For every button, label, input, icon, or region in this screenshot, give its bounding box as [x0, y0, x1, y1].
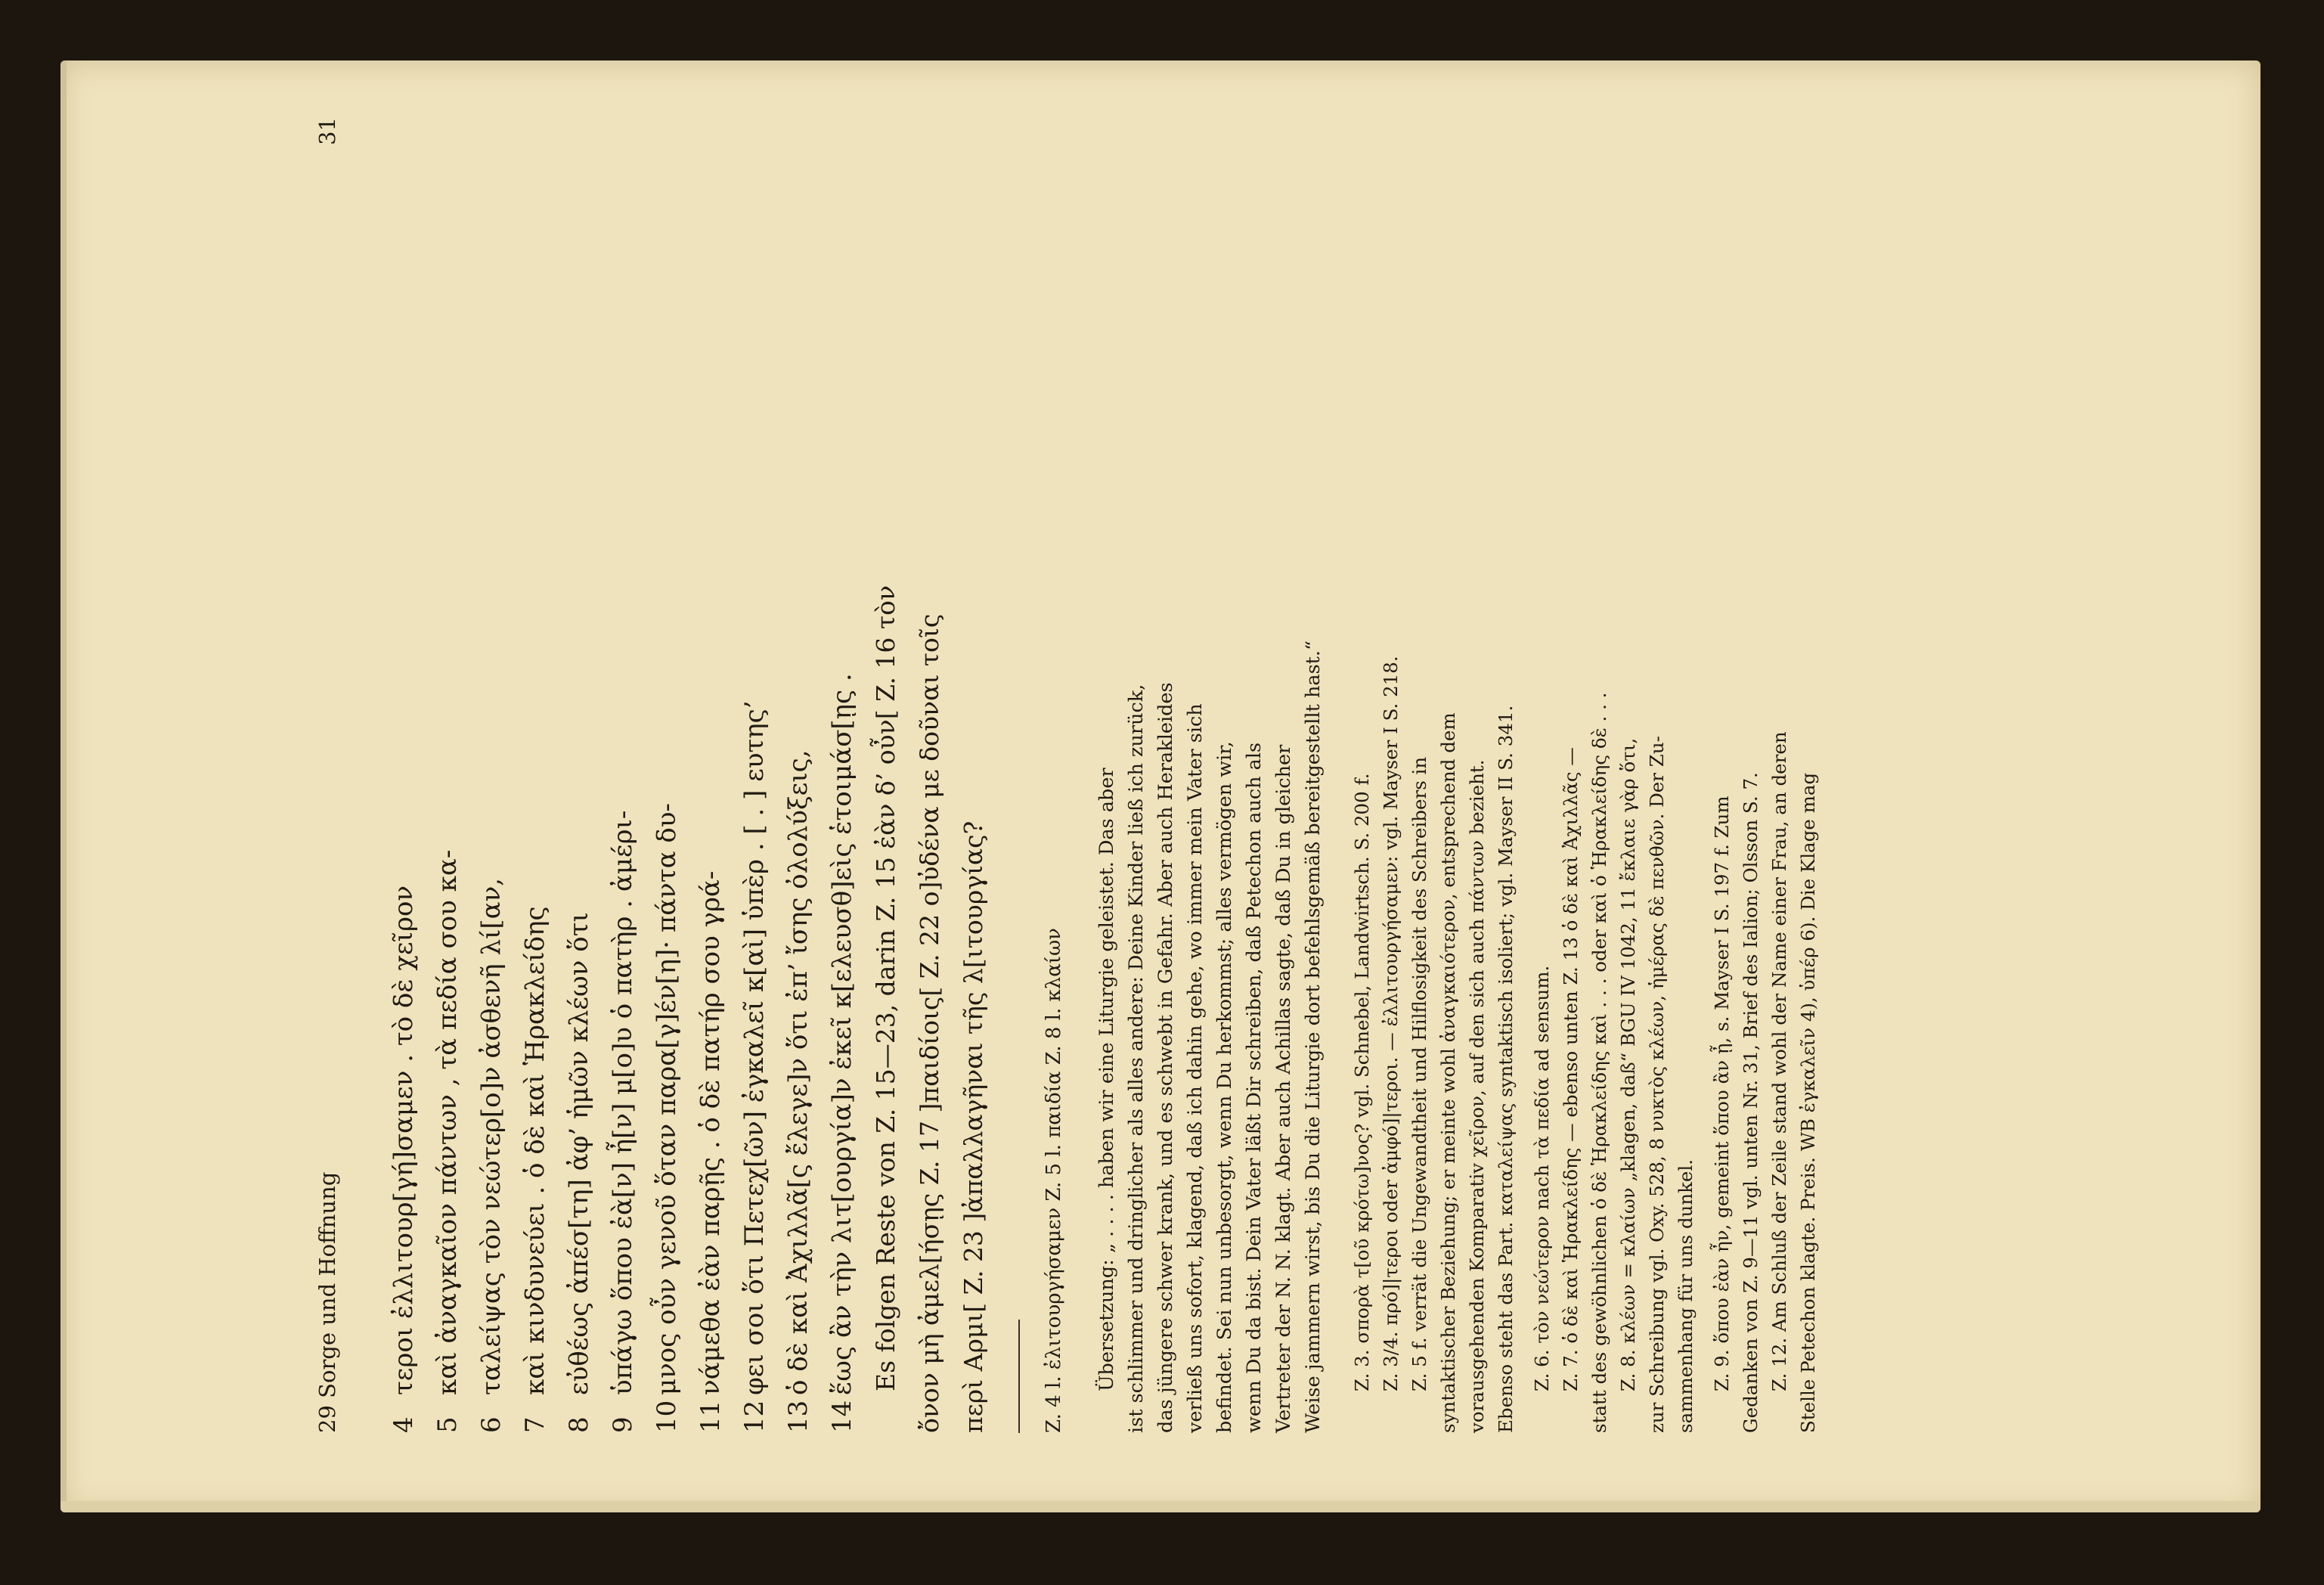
note-line: Z. 3/4. πρό]|τεροι oder ἀμφό]|τεροι. — ἐλλιτουργήσαμεν: vgl. Mayser I S. 218. [1380, 656, 1402, 1391]
note-line: sammenhang für uns dunkel. [1675, 1159, 1697, 1433]
note-line: vorausgehenden Komparativ χεῖρον, auf den sich auch πάντων bezieht. [1466, 759, 1488, 1433]
translation-line: Übersetzung: „ . . . . haben wir eine Liturgie geleistet. Das aber [1095, 768, 1118, 1391]
spacer [1328, 117, 1348, 1433]
remains-paragraph [864, 117, 996, 1433]
commentary-notes-b [1528, 117, 1700, 1433]
commentary-notes-c [1708, 117, 1823, 1433]
note-line: Gedanken von Z. 9—11 vgl. unten Nr. 31, Brief des Ialion; Olsson S. 7. [1740, 772, 1762, 1433]
separator-rule [1018, 1320, 1020, 1433]
line-number: 13 [783, 1400, 813, 1433]
line-number: 5 [432, 1416, 463, 1433]
greek-line [820, 117, 864, 1433]
book-page [60, 60, 2260, 1512]
translation-line: befindet. Sei nun unbesorgt, wenn Du herkommst; alles vermögen wir, [1213, 741, 1236, 1433]
greek-line [382, 117, 426, 1433]
translation-paragraph [1092, 117, 1328, 1433]
greek-line-text: μνος οὖν γενοῦ ὅταν παρα[γ]έν[η]· πάντα δυ- [652, 802, 682, 1395]
spacer [1700, 117, 1708, 1433]
remains-line: Es folgen Reste von Z. 15—23, darin Z. 15 ἐὰν δ’ οὖν[ Z. 16 τὸν [871, 585, 900, 1391]
greek-line-text: φει σοι ὅτι Πετεχ[ῶν] ἐγκαλεῖ κ[αὶ] ὑπὲρ . [ . ] ευτης’ [739, 700, 770, 1395]
line-number: 12 [739, 1400, 770, 1433]
note-line: Z. 3. σπορὰ τ[οῦ κρότω]νος? vgl. Schnebel, Landwirtsch. S. 200 f. [1351, 773, 1373, 1391]
note-line: Z. 6. τὸν νεώτερον nach τὰ πεδία ad sensum. [1531, 965, 1553, 1391]
greek-line [557, 117, 601, 1433]
remains-line: περὶ Αρμι[ Z. 23 ]ἀπαλλαγῆναι τῆς λ[ιτουργίας? [959, 820, 988, 1433]
greek-line-text: ὁ δὲ καὶ Ἀχιλλᾶ[ς ἔλεγε]ν ὅτι ἐπ’ ἴσης ὀλολύξεις, [783, 749, 813, 1395]
line-number: 10 [652, 1400, 682, 1433]
greek-line-text: ὑπάγω ὅπου ἐὰ[ν] ἦ[ν] μ[ο]υ ὁ πατὴρ . ἀμέρι- [608, 810, 638, 1395]
translation-line: ist schlimmer und dringlicher als alles andere: Deine Kinder ließ ich zurück, [1125, 684, 1148, 1433]
greek-line-text: ταλείψας τὸν νεώτερ[ο]ν ἀσθενῆ λί[αν, [476, 877, 507, 1395]
note-line: Stelle Petechon klagte. Preis. WB ἐγκαλεῖν 4), ὑπέρ 6). Die Klage mag [1797, 772, 1819, 1433]
translation-line: Vertreter der N. N. klagt. Aber auch Achillas sagte, daß Du in gleicher [1272, 744, 1295, 1433]
greek-line-text: ἕως ἂν τὴν λιτ[ουργία]ν ἐκεῖ κ[ελευσθ]εὶς ἑτοιμάσ[ῃς . [827, 673, 857, 1395]
greek-line [776, 117, 820, 1433]
line-number: 11 [696, 1400, 726, 1433]
spacer [1073, 117, 1092, 1433]
greek-line [426, 117, 469, 1433]
page-gutter [60, 60, 67, 1512]
line-number: 14 [827, 1400, 857, 1433]
note-line: Z. 5 f. verrät die Ungewandtheit und Hilflosigkeit des Schreibers in [1408, 756, 1430, 1391]
greek-line [469, 117, 513, 1433]
note-line: syntaktischer Beziehung; er meinte wohl ἀναγκαιότερον, entsprechend dem [1437, 712, 1459, 1433]
rotated-text-block [310, 117, 2003, 1433]
greek-line [513, 117, 557, 1433]
commentary-notes-a [1348, 117, 1520, 1433]
greek-line [689, 117, 733, 1433]
line-number: 9 [608, 1416, 638, 1433]
translation-line: das jüngere schwer krank, und es schwebt in Gefahr. Aber auch Herakleides [1154, 682, 1177, 1433]
greek-line-text: τεροι ἐλλιτουρ[γή]σαμεν . τὸ δὲ χεῖρον [389, 885, 419, 1395]
page-body [382, 117, 2003, 1433]
spacer [1520, 117, 1528, 1433]
note-line: Z. 12. Am Schluß der Zeile stand wohl der Name einer Frau, an deren [1768, 731, 1790, 1391]
note-line: Z. 7. ὁ δὲ καὶ Ἡρακλείδης — ebenso unten Z. 13 ὁ δὲ καὶ Ἀχιλλᾶς — [1560, 747, 1582, 1391]
line-number: 4 [389, 1416, 419, 1433]
running-head-title: 29 Sorge und Hoffnung [315, 1171, 340, 1433]
running-head [310, 117, 355, 1433]
greek-line [733, 117, 776, 1433]
note-line: Z. 8. κλέων = κλαίων „klagen, daß“ BGU IV 1042, 11 ἔκλαιε γὰρ ὅτι, [1617, 737, 1639, 1391]
note-line: Ebenso steht das Part. καταλείψας syntaktisch isoliert; vgl. Mayser II S. 341. [1495, 705, 1517, 1433]
greek-line-text: καὶ ἀναγκαῖον πάντων , τὰ πεδία σου κα- [432, 849, 463, 1395]
greek-line [601, 117, 645, 1433]
note-line: Z. 9. ὅπου ἐὰν ἦν, gemeint ὅπου ἂν ᾖ, s. Mayser I S. 197 f. Zum [1711, 796, 1733, 1391]
note-line: statt des gewöhnlichen ὁ δὲ Ἡρακλείδης καὶ . . . oder καὶ ὁ Ἡρακλείδης δὲ . . . [1588, 692, 1610, 1433]
translation-line: verließ uns sofort, klagend, daß ich dahin gehe, wo immer mein Vater sich [1184, 703, 1207, 1433]
remains-line: ὄνον μὴ ἀμελ[ήσῃς Z. 17 ]παιδίοις[ Z. 22 ο]ὐδένα με δοῦναι τοῖς [915, 613, 944, 1433]
note-line: zur Schreibung vgl. Oxy. 528, 8 νυκτὸς κλέων, ἡμέρας δὲ πενθῶν. Der Zu- [1646, 736, 1668, 1433]
line-number: 6 [476, 1416, 507, 1433]
greek-text [382, 117, 864, 1433]
greek-line-text: εὐθέως ἀπέσ[τη] ἀφ’ ἡμῶν κλέων ὅτι [564, 912, 594, 1395]
page-number: 31 [315, 117, 340, 145]
translation-line: Weise jammern wirst, bis Du die Liturgie dort befehlsgemäß bereitgestellt hast.“ [1302, 640, 1325, 1433]
line-number: 8 [564, 1416, 594, 1433]
line-number: 7 [520, 1416, 550, 1433]
greek-line [645, 117, 689, 1433]
apparatus-line: Z. 4 l. ἐλιτουργήσαμεν Z. 5 l. παιδία Z. 8 l. κλαίων [1043, 928, 1065, 1433]
greek-line-text: καὶ κινδυνεύει . ὁ δὲ καὶ Ἡρακλείδης [520, 906, 550, 1395]
translation-line: wenn Du da bist. Dein Vater läßt Dir schreiben, daß Petechon auch als [1243, 742, 1266, 1433]
greek-line-text: νάμεθα ἐὰν παρῇς . ὁ δὲ πατήρ σου γρά- [696, 870, 726, 1395]
